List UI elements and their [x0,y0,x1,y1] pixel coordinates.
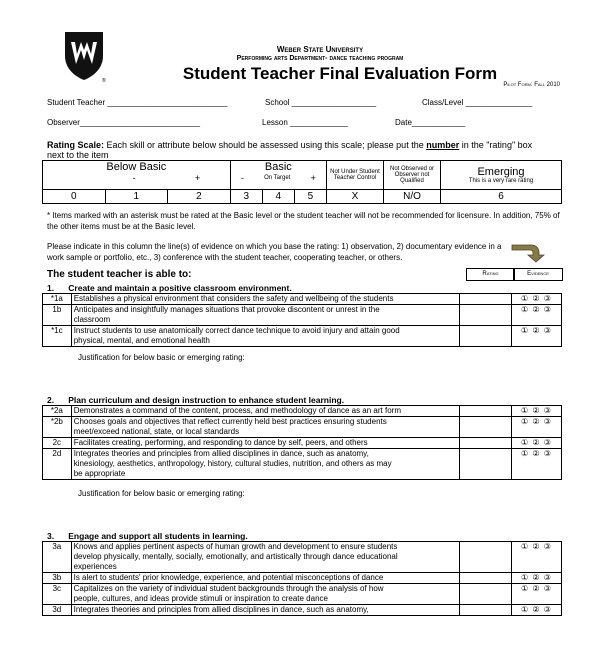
not-observed-header: Not Observed or Observer not Qualified [384,161,441,190]
form-title: Student Teacher Final Evaluation Form [182,64,498,83]
item-id: 2c [43,438,72,449]
table-row [43,438,562,449]
scale-value: X [327,190,384,204]
evidence-cell[interactable]: ① ② ③ [511,305,561,326]
rating-cell[interactable] [460,294,512,305]
rating-cell[interactable] [460,406,512,417]
scale-value: 0 [43,190,106,204]
school-field[interactable]: School ___________________ [265,98,377,107]
evidence-cell[interactable]: ① ② ③ [511,584,561,605]
item-description: Instruct students to use anatomically correct dance technique to avoid injury and attain good physical, mental, and emotional health [71,326,459,347]
section-3-table [42,541,562,616]
evidence-cell[interactable]: ① ② ③ [511,542,561,573]
rating-cell[interactable] [460,417,512,438]
table-row [43,417,562,438]
able-to-heading: The student teacher is able to: [47,269,192,280]
evidence-cell[interactable]: ① ② ③ [511,294,561,305]
lesson-field[interactable]: Lesson _____________ [262,118,348,127]
evidence-cell[interactable]: ① ② ③ [511,573,561,584]
rating-cell[interactable] [460,605,512,616]
below-basic-header: Below Basic - + [43,161,231,190]
scale-value: 6 [441,190,562,204]
scale-value: 2 [168,190,231,204]
not-under-control-header: Not Under Student Teacher Control [327,161,384,190]
item-id: 3c [43,584,72,605]
table-row [43,326,562,347]
table-row [43,305,562,326]
evidence-cell[interactable]: ① ② ③ [511,326,561,347]
rating-cell[interactable] [460,438,512,449]
evidence-cell[interactable]: ① ② ③ [511,605,561,616]
evidence-note: Please indicate in this column the line(s) of evidence on which you base the rating: 1) observation, 2) documentary evidence in a work sample or portfolio, etc., 3) conference with the student teacher, cooperating teacher, or others. [47,242,502,262]
class-level-field[interactable]: Class/Level _______________ [422,98,533,107]
item-id: 3a [43,542,72,573]
scale-value: N/O [384,190,441,204]
table-row [43,573,562,584]
section-3-heading: 3. Engage and support all students in learning. [47,531,248,541]
justification-label: Justification for below basic or emerging rating: [78,489,245,498]
basic-header: Basic - On Target + [230,161,326,190]
student-teacher-field[interactable]: Student Teacher ___________________________ [47,98,228,107]
section-2-table [42,405,562,480]
item-description: Anticipates and insightfully manages situations that provoke discontent or unrest in the classroom [71,305,459,326]
item-description: Chooses goals and objectives that reflect currently held best practices ensuring students meet/exceed national, state, or local standards [71,417,459,438]
rating-scale-label: Rating Scale: [47,140,105,150]
item-id: 3d [43,605,72,616]
arrow-down-right-icon [511,241,545,263]
item-id: *1a [43,294,72,305]
item-description: Is alert to students' prior knowledge, experience, and potential misconceptions of dance [71,573,460,584]
rating-scale-desc: Each skill or attribute below should be assessed using this scale; please put the [104,140,427,150]
item-description: Facilitates creating, performing, and responding to dance by self, peers, and others [71,438,459,449]
item-description: Integrates theories and principles from allied disciplines in dance, such as anatomy, [71,605,460,616]
evidence-cell[interactable]: ① ② ③ [511,449,561,480]
rating-cell[interactable] [460,449,512,480]
item-id: *2a [43,406,72,417]
scale-value: 3 [230,190,262,204]
section-1-heading: 1. Create and maintain a positive classroom environment. [47,283,292,293]
table-row [43,406,562,417]
evidence-column-header: Evidence [513,268,563,281]
pilot-form-label: Pilot Form: Fall 2010 [503,82,560,88]
evidence-cell[interactable]: ① ② ③ [511,438,561,449]
rating-scale-text-cont: next to the item [47,150,109,160]
justification-label: Justification for below basic or emerging rating: [78,353,245,362]
scale-value: 4 [262,190,294,204]
scale-value: 5 [294,190,326,204]
rating-column-header: Rating [466,268,515,281]
section-2-heading: 2. Plan curriculum and design instruction to enhance student learning. [47,395,345,405]
item-description: Capitalizes on the variety of individual student backgrounds through the analysis of how people, cultures, and ideas provide stimuli or inspiration to create dance [71,584,460,605]
item-id: *2b [43,417,72,438]
rating-cell[interactable] [460,584,512,605]
item-id: *1c [43,326,72,347]
item-description: Knows and applies pertinent aspects of human growth and development to ensure students develop physically, mentally, socially, emotionally, and artistically through dance educational experiences [71,542,460,573]
section-1-table [42,293,562,347]
table-row [43,605,562,616]
scale-value: 1 [105,190,168,204]
number-emphasis: number [426,140,460,150]
item-id: 1b [43,305,72,326]
item-description: Integrates theories and principles from allied disciplines in dance, such as anatomy, kinesiology, aesthetics, anthropology, history, cultural studies, nutrition, and others as may be appropriate [71,449,459,480]
rating-scale-table [42,160,562,204]
evidence-cell[interactable]: ① ② ③ [511,417,561,438]
university-name: Weber State University [276,45,364,54]
table-row [43,542,562,573]
table-row [43,584,562,605]
item-description: Establishes a physical environment that considers the safety and wellbeing of the students [71,294,459,305]
rating-scale-text [47,140,532,150]
rating-scale-desc-end: in the "rating" box [459,140,533,150]
emerging-header: Emerging This is a very rare rating [441,161,562,190]
date-field[interactable]: Date____________ [395,118,466,127]
rating-cell[interactable] [460,542,512,573]
rating-cell[interactable] [460,305,512,326]
department-name: Performing arts Department- dance teaching program [236,55,404,62]
rating-cell[interactable] [460,326,512,347]
item-id: 3b [43,573,72,584]
evidence-cell[interactable]: ① ② ③ [511,406,561,417]
table-row [43,449,562,480]
svg-text:®: ® [102,78,106,82]
observer-field[interactable]: Observer___________________________ [47,118,201,127]
item-id: 2d [43,449,72,480]
table-row [43,294,562,305]
asterisk-note: * Items marked with an asterisk must be rated at the Basic level or the student teacher will not be recommended for licensure. In addition, 75% of the other items must be at the Basic level. [47,211,560,231]
item-description: Demonstrates a command of the content, process, and methodology of dance as an art form [71,406,459,417]
rating-cell[interactable] [460,573,512,584]
